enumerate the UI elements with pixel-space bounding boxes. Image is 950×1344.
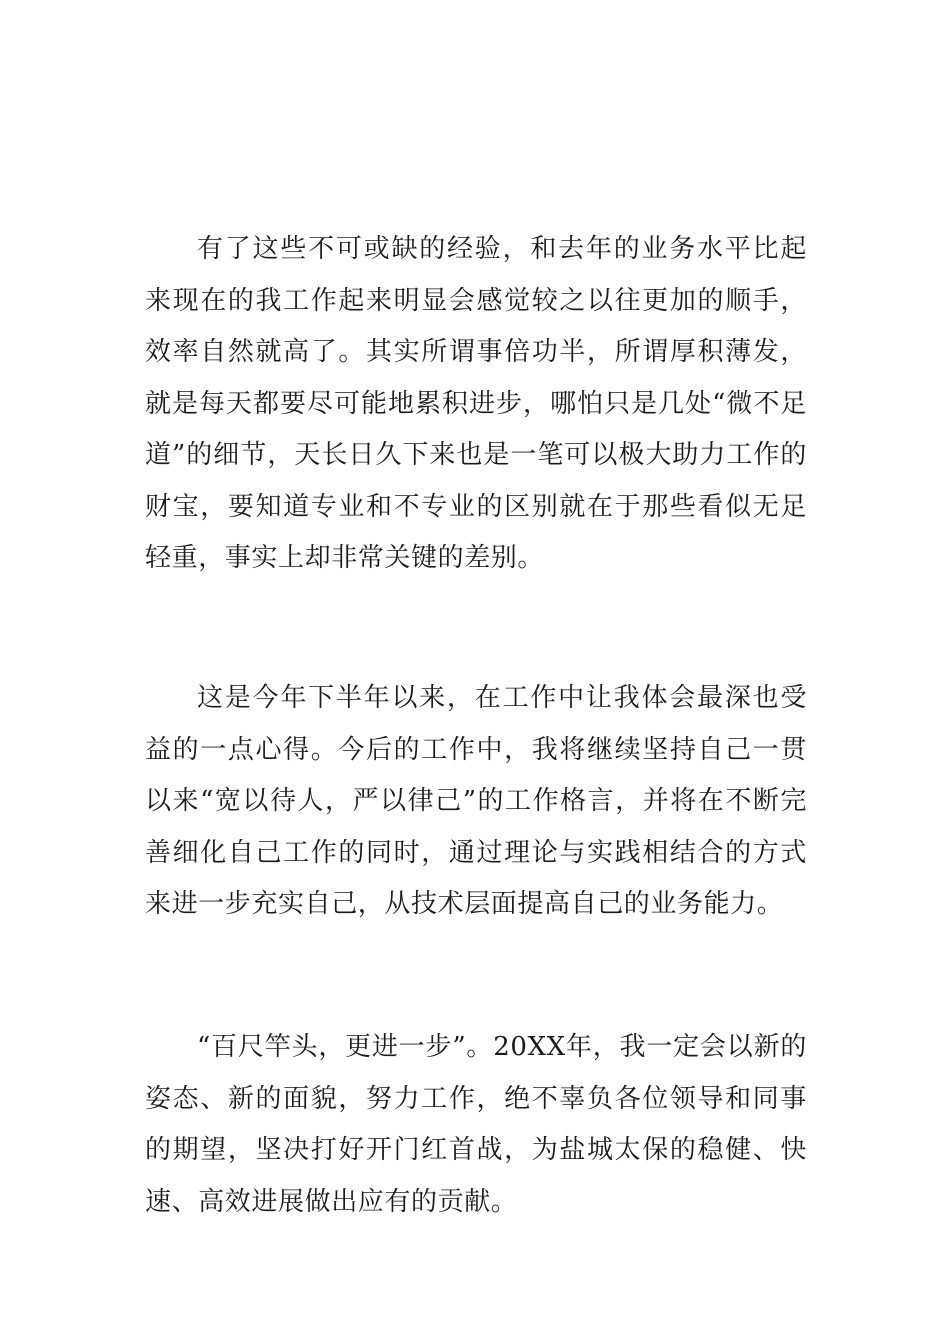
paragraph-outlook: “百尺竿头，更进一步”。20XX年，我一定会以新的姿态、新的面貌，努力工作，绝不辜负各位领导和同事的期望，坚决打好开门红首战，为盐城太保的稳健、快速、高效进展做出应有的贡献。 [145, 1032, 807, 1217]
paragraph-experience: 有了这些不可或缺的经验，和去年的业务水平比起来现在的我工作起来明显会感觉较之以往更加的顺手，效率自然就高了。其实所谓事倍功半，所谓厚积薄发，就是每天都要尽可能地累积进步，哪怕只是几处“微不足道”的细节，天长日久下来也是一笔可以极大助力工作的财宝，要知道专业和不专业的区别就在于那些看似无足轻重，事实上却非常关键的差别。 [145, 234, 807, 573]
paragraph-reflection: 这是今年下半年以来，在工作中让我体会最深也受益的一点心得。今后的工作中，我将继续坚持自己一贯以来“宽以待人，严以律己”的工作格言，并将在不断完善细化自己工作的同时，通过理论与实践相结合的方式来进一步充实自己，从技术层面提高自己的业务能力。 [145, 683, 807, 919]
